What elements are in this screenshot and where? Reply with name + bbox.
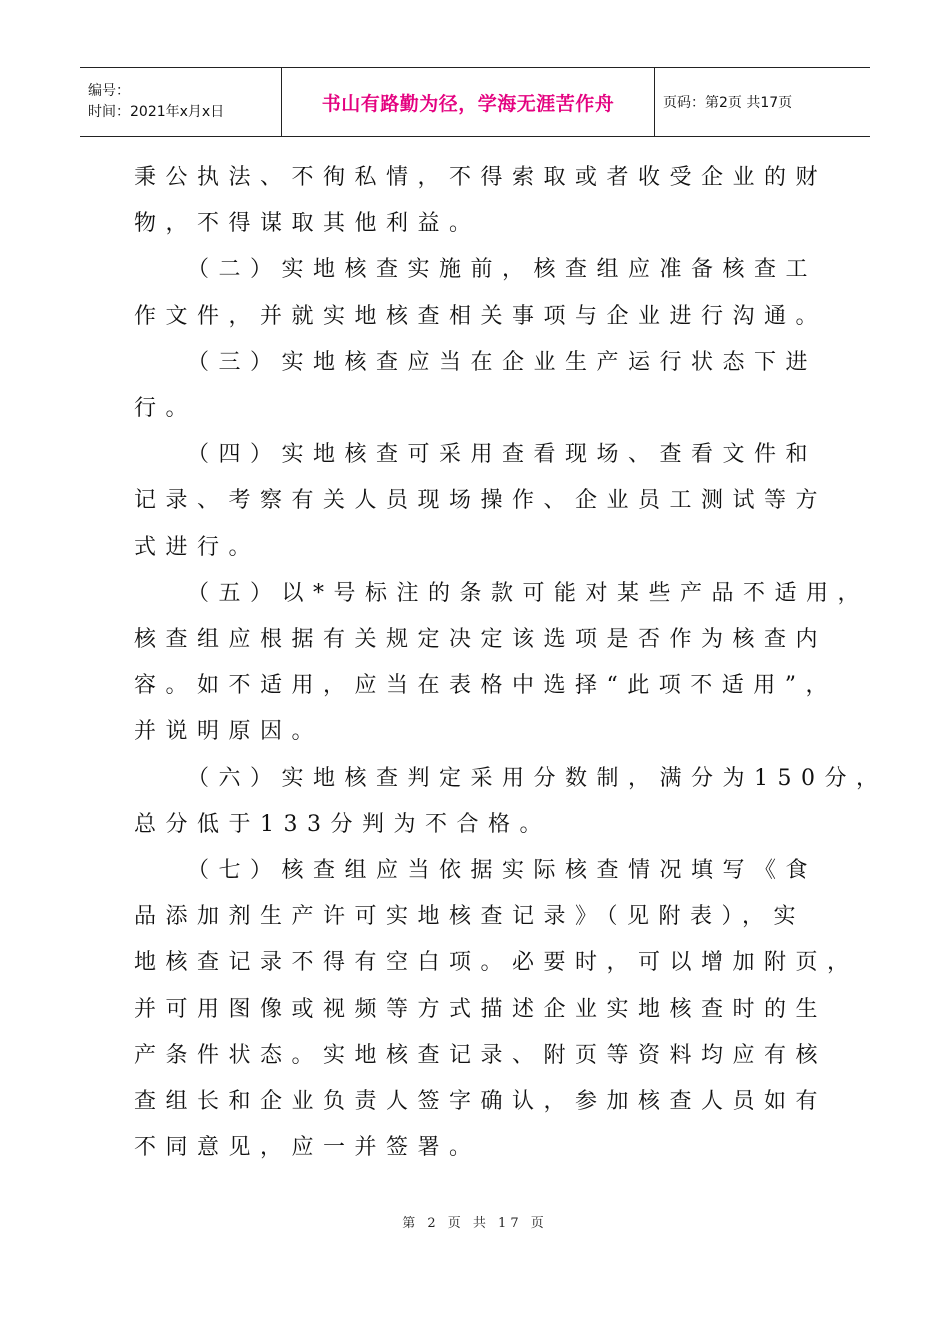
text-line: （四）实地核查可采用查看现场、查看文件和 xyxy=(187,442,818,468)
paragraph-6 xyxy=(134,756,888,848)
text-line: 式进行。 xyxy=(134,534,261,560)
text-line: 核查组应根据有关规定决定该选项是否作为核查内 xyxy=(134,627,828,653)
text-line: 记录、考察有关人员现场操作、企业员工测试等方 xyxy=(134,488,828,514)
text-line: （二）实地核查实施前，核查组应准备核查工 xyxy=(187,257,818,283)
document-header xyxy=(80,67,870,137)
text-line: 产条件状态。实地核查记录、附页等资料均应有核 xyxy=(134,1042,828,1068)
text-line: （五）以*号标注的条款可能对某些产品不适用， xyxy=(187,580,870,606)
text-line: 并说明原因。 xyxy=(134,719,324,745)
text-line: 总分低于133分判为不合格。 xyxy=(134,811,551,837)
text-line: 作文件，并就实地核查相关事项与企业进行沟通。 xyxy=(134,303,828,329)
text-line: 地核查记录不得有空白项。必要时，可以增加附页， xyxy=(134,950,859,976)
paragraph-3 xyxy=(134,340,834,432)
paragraph-7 xyxy=(134,848,859,1171)
document-body xyxy=(134,155,888,1171)
paragraph-5 xyxy=(134,571,870,756)
paragraph-4 xyxy=(134,432,834,571)
text-line: 并可用图像或视频等方式描述企业实地核查时的生 xyxy=(134,996,828,1022)
text-line: （七）核查组应当依据实际核查情况填写《食 xyxy=(187,858,818,884)
text-line: 秉公执法、不徇私情，不得索取或者收受企业的财 xyxy=(134,165,828,190)
document-time: 时间：2021年x月x日 xyxy=(88,104,225,120)
text-line: 物，不得谋取其他利益。 xyxy=(134,211,481,237)
text-line: （六）实地核查判定采用分数制，满分为150分， xyxy=(187,765,888,791)
header-page-cell xyxy=(655,68,870,136)
text-line: 不同意见，应一并签署。 xyxy=(134,1135,481,1161)
text-line: 行。 xyxy=(134,396,198,422)
header-page-code: 页码：第2页 共17页 xyxy=(663,95,793,111)
text-line: 容。如不适用，应当在表格中选择“此项不适用”， xyxy=(134,673,837,699)
paragraph-1 xyxy=(134,155,834,247)
header-meta xyxy=(80,68,282,136)
page-footer: 第 2 页 共 17 页 xyxy=(402,1216,548,1231)
document-number: 编号： xyxy=(88,83,130,99)
paragraph-2 xyxy=(134,247,834,339)
text-line: 查组长和企业负责人签字确认，参加核查人员如有 xyxy=(134,1089,828,1115)
text-line: （三）实地核查应当在企业生产运行状态下进 xyxy=(187,349,818,375)
header-motto: 书山有路勤为径，学海无涯苦作舟 xyxy=(321,92,615,115)
header-motto-cell xyxy=(282,68,655,136)
text-line: 品添加剂生产许可实地核查记录》（见附表），实 xyxy=(134,904,806,930)
